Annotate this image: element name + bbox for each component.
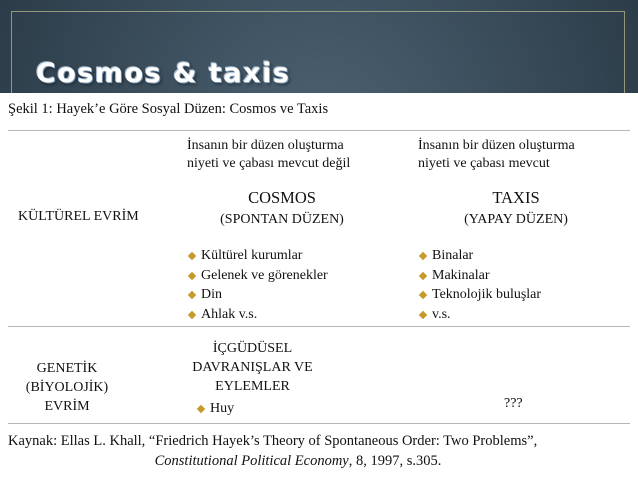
diamond-bullet-icon	[188, 310, 196, 318]
diamond-bullet-icon	[419, 252, 427, 260]
source-line2	[8, 451, 628, 471]
taxis-subtitle: (YAPAY DÜZEN)	[464, 212, 568, 227]
table-source	[8, 431, 628, 471]
cosmos-header	[187, 137, 350, 173]
taxis-heading	[418, 189, 614, 229]
genetic-label-line3: EVRİM	[44, 399, 90, 414]
diamond-bullet-icon	[419, 271, 427, 279]
cosmos-name: COSMOS	[248, 188, 316, 207]
list-item: Kültürel kurumlar	[187, 246, 328, 266]
figure-table	[0, 93, 638, 479]
source-journal: Constitutional Political Economy	[154, 453, 349, 469]
genetic-cosmos-line1: İÇGÜDÜSEL	[212, 341, 293, 356]
source-line1: Kaynak: Ellas L. Khall, “Friedrich Hayek’s Theory of Spontaneous Order: Two Problems”,	[8, 433, 538, 449]
diamond-bullet-icon	[188, 252, 196, 260]
taxis-header	[418, 137, 575, 173]
cosmos-header-line1: İnsanın bir düzen oluşturma	[187, 138, 344, 153]
taxis-header-line1: İnsanın bir düzen oluşturma	[418, 138, 575, 153]
list-item: Makinalar	[418, 266, 541, 286]
taxis-header-line2: niyeti ve çabası mevcut	[418, 156, 550, 171]
diamond-bullet-icon	[419, 291, 427, 299]
diamond-bullet-icon	[188, 271, 196, 279]
list-item: Teknolojik buluşlar	[418, 285, 541, 305]
list-item: Din	[187, 285, 328, 305]
row-label-cultural: KÜLTÜREL EVRİM	[18, 209, 139, 224]
table-divider-middle	[8, 326, 630, 327]
genetic-cosmos-line2: DAVRANIŞLAR VE	[192, 360, 313, 375]
taxis-name: TAXIS	[492, 188, 540, 207]
taxis-item-list	[418, 246, 541, 324]
slide-title: Cosmos & taxis	[36, 58, 291, 89]
cosmos-item-list	[187, 246, 328, 324]
genetic-label-line1: GENETİK	[36, 361, 98, 376]
genetic-taxis-value: ???	[504, 396, 523, 411]
genetic-cosmos-cell	[170, 339, 335, 396]
cosmos-subtitle: (SPONTAN DÜZEN)	[220, 212, 344, 227]
source-rest: , 8, 1997, s.305.	[348, 453, 442, 469]
diamond-bullet-icon	[419, 310, 427, 318]
cosmos-heading	[187, 189, 377, 229]
diamond-bullet-icon	[188, 291, 196, 299]
table-divider-top	[8, 130, 630, 131]
genetic-cosmos-line3: EYLEMLER	[215, 379, 290, 394]
table-caption: Şekil 1: Hayek’e Göre Sosyal Düzen: Cosmos ve Taxis	[8, 101, 329, 117]
table-divider-bottom	[8, 423, 630, 424]
genetic-label-line2: (BİYOLOJİK)	[25, 380, 109, 395]
list-item: v.s.	[418, 305, 541, 325]
cosmos-header-line2: niyeti ve çabası mevcut değil	[187, 156, 351, 171]
list-item: Gelenek ve görenekler	[187, 266, 328, 286]
list-item: Huy	[196, 399, 234, 419]
genetic-cosmos-list	[196, 399, 234, 419]
list-item: Binalar	[418, 246, 541, 266]
list-item: Ahlak v.s.	[187, 305, 328, 325]
row-label-genetic	[8, 359, 126, 416]
diamond-bullet-icon	[197, 405, 205, 413]
